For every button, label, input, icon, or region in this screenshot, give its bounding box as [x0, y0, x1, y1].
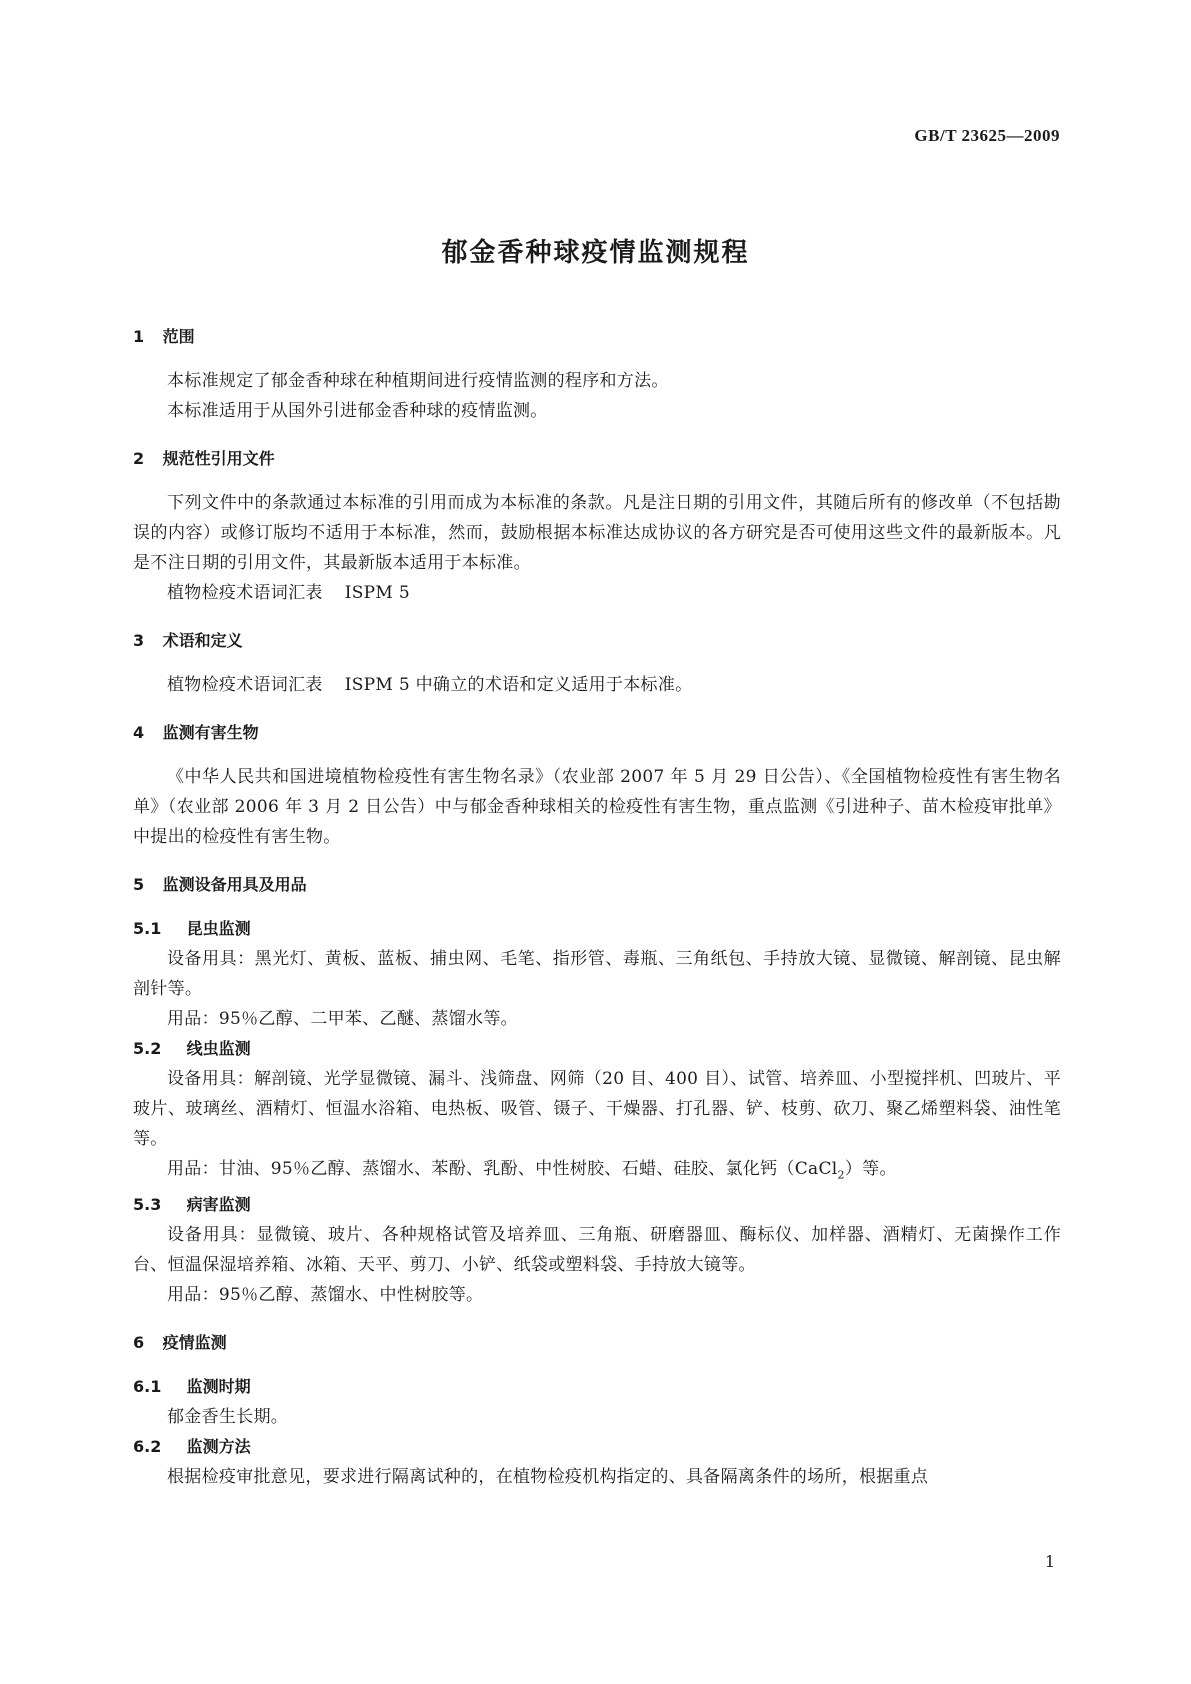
paragraph: 根据检疫审批意见，要求进行隔离试种的，在植物检疫机构指定的、具备隔离条件的场所，根据重点	[167, 1467, 929, 1488]
subsection-5-2-heading	[133, 1034, 1061, 1064]
document-title: 郁金香种球疫情监测规程	[441, 238, 750, 268]
section-3-heading	[133, 626, 1061, 656]
subsection-5-1-heading	[133, 914, 1061, 944]
section-number: 5	[133, 875, 145, 894]
section-number: 6	[133, 1333, 145, 1353]
paragraph: 用品：95％乙醇、蒸馏水、中性树胶等。	[167, 1285, 484, 1306]
section-number: 1	[133, 327, 145, 346]
subsection-number: 5.1	[133, 919, 162, 938]
section-title: 监测设备用具及用品	[162, 875, 307, 894]
subsection-6-2-heading	[133, 1432, 1061, 1462]
subsection-number: 5.3	[133, 1195, 162, 1215]
paragraph-text: 用品：甘油、95％乙醇、蒸馏水、苯酚、乳酚、中性树胶、石蜡、硅胶、氯化钙（CaCl	[167, 1159, 838, 1179]
section-4-heading	[133, 718, 1061, 748]
section-number: 4	[133, 723, 145, 742]
paragraph: 下列文件中的条款通过本标准的引用而成为本标准的条款。凡是注日期的引用文件，其随后所有的修改单（不包括勘误的内容）或修订版均不适用于本标准，然而，鼓励根据本标准达成协议的各方研究是否可使用这些文件的最新版本。凡是不注日期的引用文件，其最新版本适用于本标准。	[133, 493, 1061, 573]
reference-name: 植物检疫术语词汇表	[167, 675, 323, 695]
subsection-number: 5.2	[133, 1039, 162, 1058]
section-6-heading	[133, 1328, 1061, 1358]
subsection-title: 昆虫监测	[186, 919, 251, 938]
subsection-5-3-heading	[133, 1190, 1061, 1220]
subscript: 2	[837, 1168, 845, 1182]
subsection-number: 6.1	[133, 1377, 162, 1397]
paragraph	[133, 1154, 1061, 1190]
paragraph: 本标准适用于从国外引进郁金香种球的疫情监测。	[167, 401, 548, 421]
document-body	[133, 322, 1061, 1492]
reference-entry	[133, 578, 1061, 608]
section-number: 2	[133, 449, 145, 468]
subsection-6-1-heading	[133, 1372, 1061, 1402]
section-title: 监测有害生物	[162, 723, 259, 742]
paragraph	[133, 670, 1061, 700]
section-2-heading	[133, 444, 1061, 474]
subsection-title: 监测方法	[186, 1437, 251, 1457]
subsection-title: 监测时期	[186, 1377, 251, 1397]
subsection-title: 线虫监测	[186, 1039, 251, 1058]
section-1-heading	[133, 322, 1061, 352]
subsection-title: 病害监测	[186, 1195, 251, 1215]
section-title: 疫情监测	[162, 1333, 227, 1353]
paragraph-text: ISPM 5 中确立的术语和定义适用于本标准。	[344, 675, 693, 695]
paragraph: 设备用具：显微镜、玻片、各种规格试管及培养皿、三角瓶、研磨器皿、酶标仪、加样器、酒精灯、无菌操作工作台、恒温保湿培养箱、冰箱、天平、剪刀、小铲、纸袋或塑料袋、手持放大镜等。	[133, 1225, 1061, 1276]
paragraph: 设备用具：解剖镜、光学显微镜、漏斗、浅筛盘、网筛（20 目、400 目）、试管、培养皿、小型搅拌机、凹玻片、平玻片、玻璃丝、酒精灯、恒温水浴箱、电热板、吸管、镊子、干燥器、打孔器、铲、枝剪、砍刀、聚乙烯塑料袋、油性笔等。	[133, 1069, 1061, 1149]
paragraph: 用品：95％乙醇、二甲苯、乙醚、蒸馏水等。	[167, 1009, 518, 1029]
section-title: 规范性引用文件	[162, 449, 275, 468]
paragraph: 本标准规定了郁金香种球在种植期间进行疫情监测的程序和方法。	[167, 371, 669, 391]
standard-code: GB/T 23625—2009	[914, 126, 1060, 145]
reference-code: ISPM 5	[344, 583, 410, 603]
paragraph: 郁金香生长期。	[167, 1407, 289, 1428]
section-number: 3	[133, 631, 145, 650]
section-title: 术语和定义	[162, 631, 243, 650]
paragraph-text: ）等。	[844, 1159, 897, 1179]
section-title: 范围	[162, 327, 195, 346]
reference-name: 植物检疫术语词汇表	[167, 583, 323, 603]
subsection-number: 6.2	[133, 1437, 162, 1457]
section-5-heading	[133, 870, 1061, 900]
paragraph: 设备用具：黑光灯、黄板、蓝板、捕虫网、毛笔、指形管、毒瓶、三角纸包、手持放大镜、显微镜、解剖镜、昆虫解剖针等。	[133, 949, 1061, 999]
paragraph: 《中华人民共和国进境植物检疫性有害生物名录》（农业部 2007 年 5 月 29 日公告）、《全国植物检疫性有害生物名单》（农业部 2006 年 3 月 2 日公告）中与郁金香种球相关的检疫性有害生物，重点监测《引进种子、苗木检疫审批单》中提出的检疫性有害生物。	[133, 767, 1061, 847]
page-number: 1	[1044, 1552, 1055, 1571]
